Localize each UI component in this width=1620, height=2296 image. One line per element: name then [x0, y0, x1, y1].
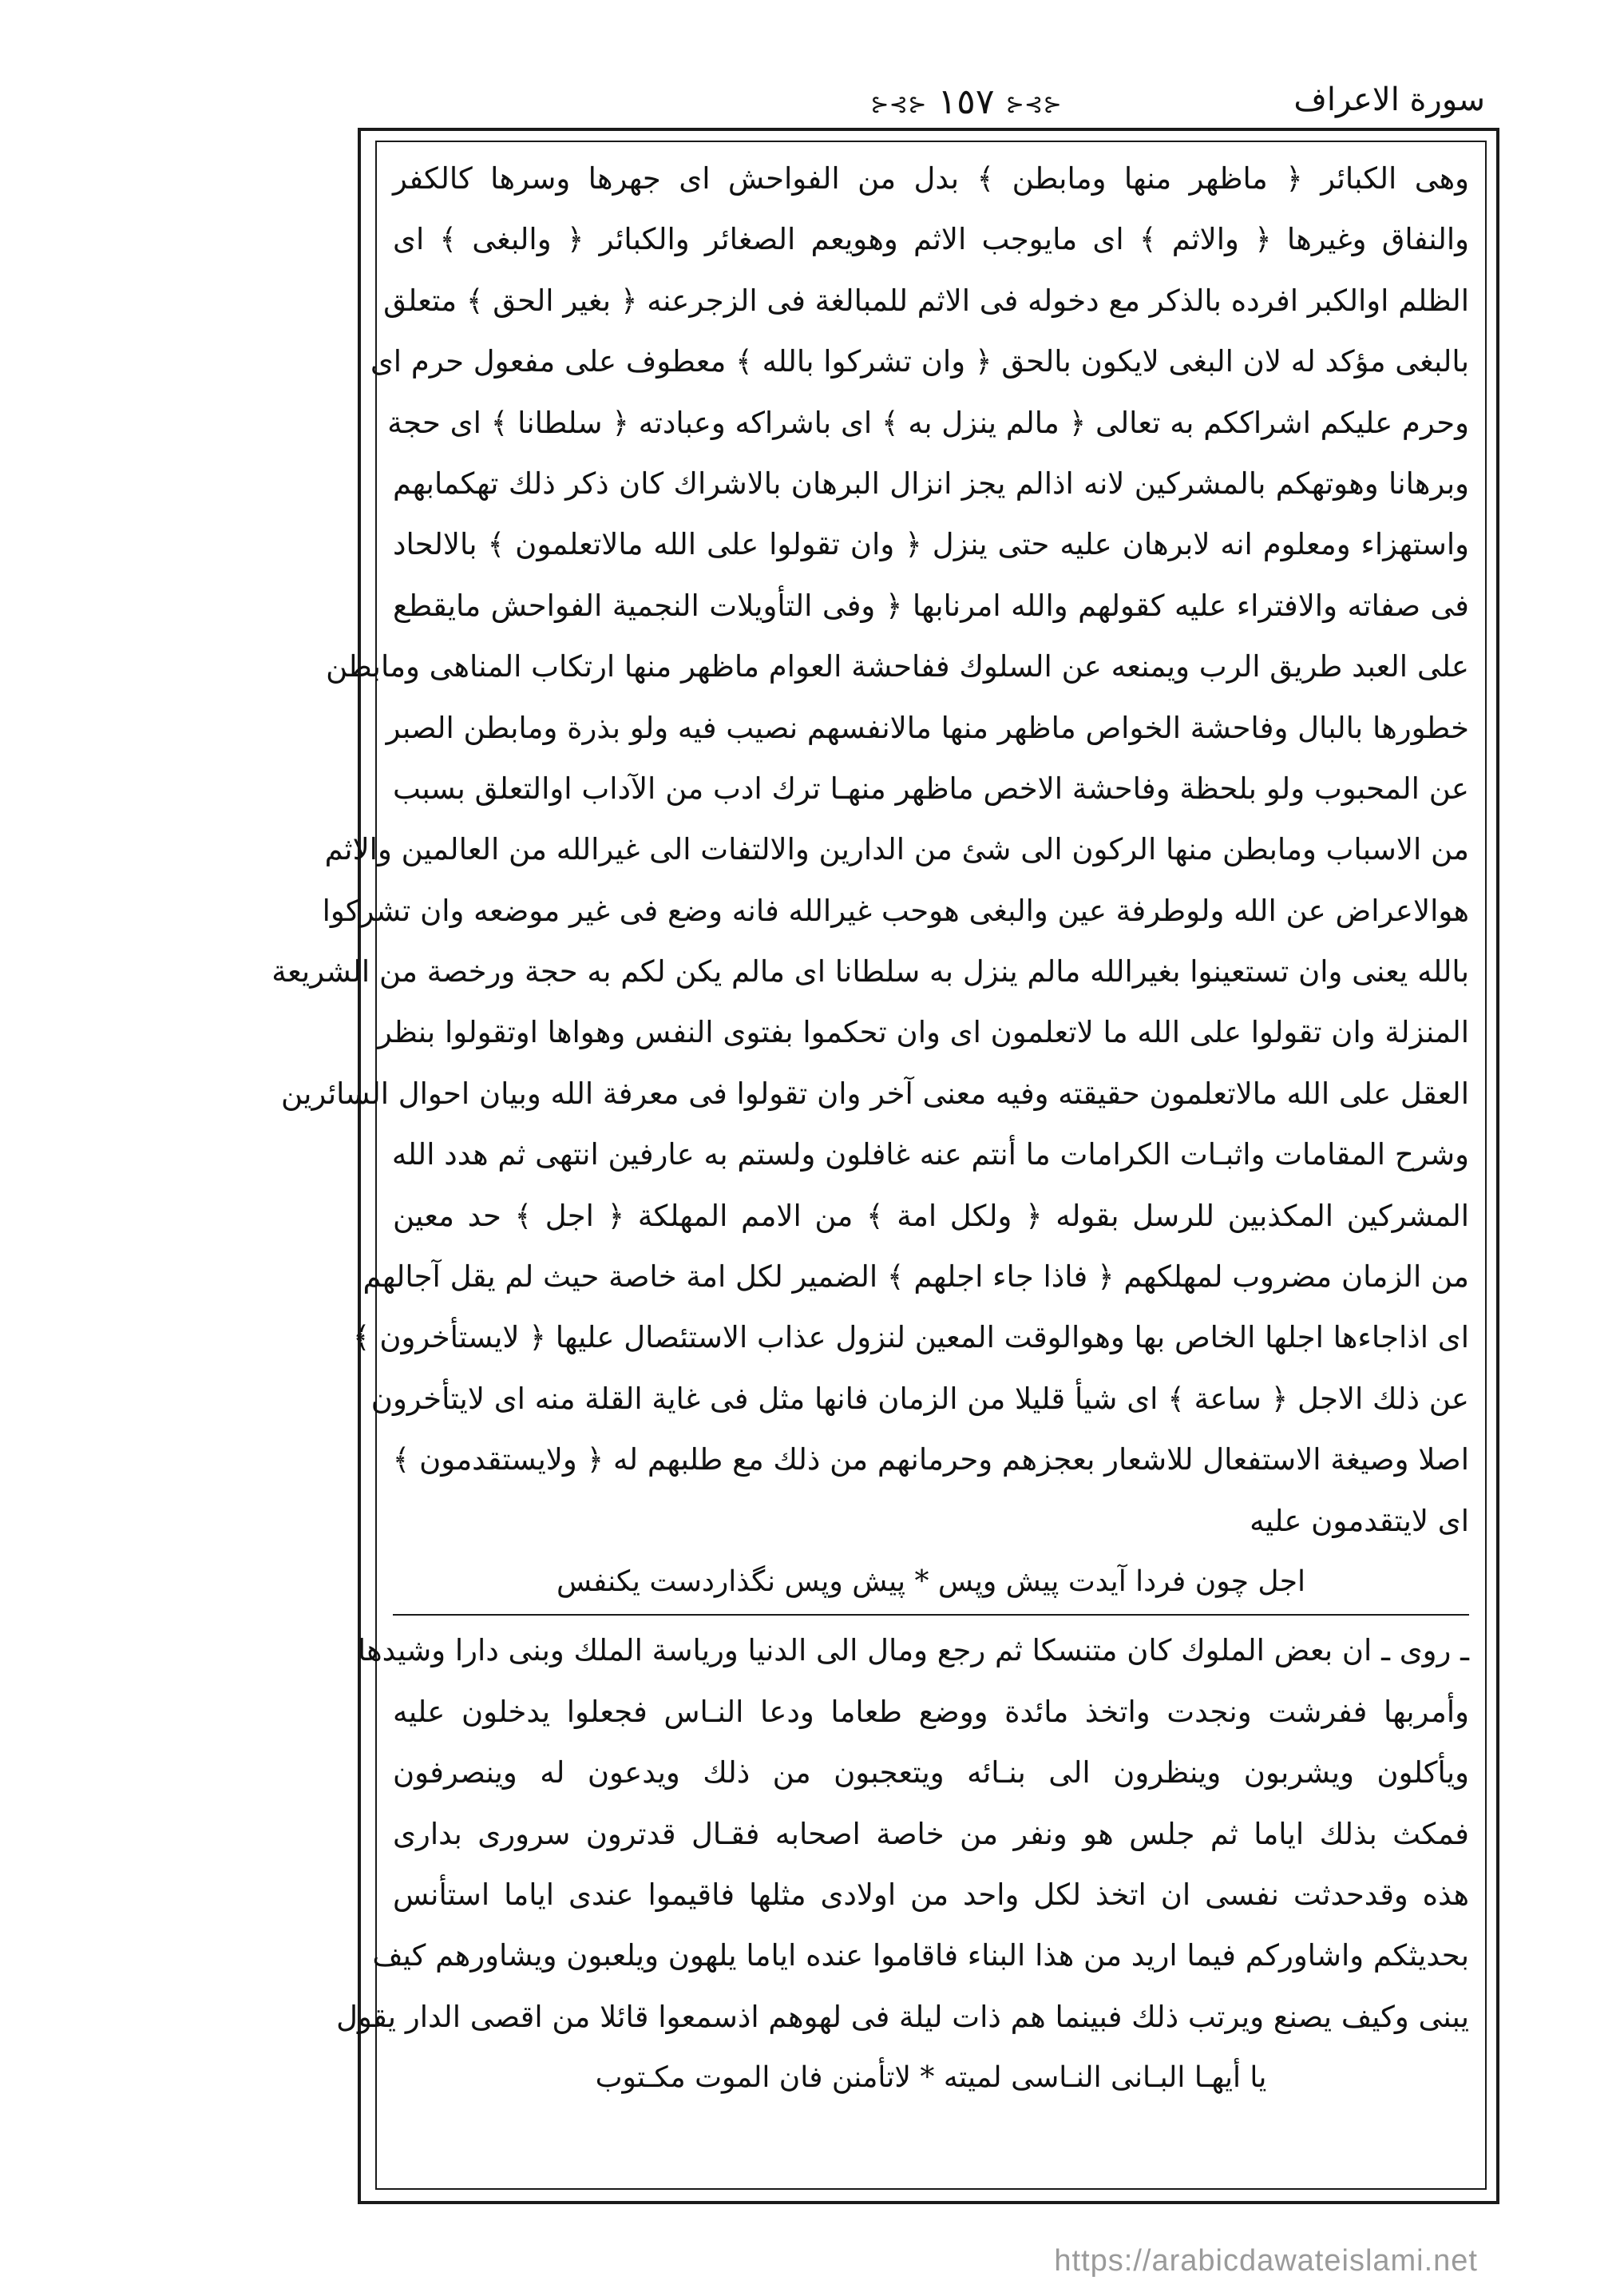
text-line: عن ذلك الاجل ﴿ ساعة ﴾ اى شيأ قليلا من الزمان فانها مثل فى غاية القلة منه اى لايتأخرون: [370, 1381, 1469, 1416]
text-line: وشرح المقامات واثبـات الكرامات ما أنتم عنه غافلون ولستم به عارفين انتهى ثم هدد الله: [391, 1137, 1469, 1172]
text-line: فمكث بذلك اياما ثم جلس هو ونفر من خاصة اصحابه فقـال قدترون سروری بداری: [393, 1816, 1469, 1851]
text-line: بالبغى مؤكد له لان البغى لايكون بالحق ﴿ وان تشركوا بالله ﴾ معطوف على مفعول حرم اى: [370, 344, 1469, 379]
ornament-right-icon: ⊰⊱⊰: [1005, 91, 1062, 117]
text-line: وحرم عليكم اشراككم به تعالى ﴿ مالم ينزل به ﴾ اى باشراكه وعبادته ﴿ سلطانا ﴾ اى حجة: [387, 405, 1469, 440]
page-number-text: ١٥٧: [937, 81, 995, 122]
page-header: [351, 77, 1485, 133]
main-text: [271, 149, 1469, 2109]
ornament-left-icon: ⊰⊱⊰: [870, 91, 927, 117]
text-line: فى صفاته والافتراء عليه كقولهم والله امرنابها ﴿ وفى التأويلات النجمية الفواحش مايقطع: [393, 588, 1469, 623]
arabic-verse: يا أيهـا البـانى النـاسى لميته * لاتأمنن فان الموت مكـتوب: [595, 2061, 1267, 2095]
verse-divider: [393, 1614, 1469, 1619]
text-line: ـ روى ـ ان بعض الملوك كان متنسكا ثم رجع ومال الى الدنيا ورياسة الملك وبنى دارا وشيدها: [357, 1633, 1469, 1668]
text-line: بالله يعنى وان تستعينوا بغيرالله مالم ينزل به سلطانا اى مالم يكن لكم به حجة ورخصة من الشريعة: [271, 954, 1469, 989]
page-number: [846, 81, 1086, 122]
persian-verse: اجل چون فردا آيدت پيش وپس * پيش وپس نگذاردست يكنفس: [557, 1564, 1305, 1598]
text-line: واستهزاء ومعلوم انه لابرهان عليه حتى ينزل ﴿ وان تقولوا على الله مالاتعلمون ﴾ بالالحاد: [393, 527, 1469, 562]
watermark-url: https://arabicdawateislami.net: [1054, 2244, 1478, 2278]
text-line: خطورها بالبال وفاحشة الخواص ماظهر منها مالانفسهم نصيب فيه ولو بذرة ومابطن الصبر: [386, 710, 1469, 745]
text-line: وأمربها ففرشت ونجدت واتخذ مائدة ووضع طعاما ودعا النـاس فجعلوا يدخلون عليه: [393, 1694, 1469, 1729]
text-line: العقل على الله مالاتعلمون حقيقته وفيه معنى آخر وان تقولوا فى معرفة الله وبيان احوال السائرين: [280, 1076, 1469, 1111]
surah-title: سورة الاعراف: [1293, 81, 1485, 118]
text-line: على العبد طريق الرب ويمنعه عن السلوك ففاحشة العوام ماظهر منها ارتكاب المناهى ومابطن: [326, 649, 1469, 684]
text-line: اى لايتقدمون عليه: [1250, 1503, 1469, 1538]
text-line: المنزلة وان تقولوا على الله ما لاتعلمون اى وان تحكموا بفتوى النفس وهواها اوتقولوا بنظر: [377, 1015, 1469, 1050]
text-line: اصلا وصيغة الاستفعال للاشعار بعجزهم وحرمانهم من ذلك مع طلبهم له ﴿ ولايستقدمون ﴾: [392, 1442, 1469, 1477]
text-line: الظلم اوالكبر افرده بالذكر مع دخوله فى الاثم للمبالغة فى الزجرعنه ﴿ بغير الحق ﴾ متعلق: [383, 283, 1469, 318]
text-line: ويأكلون ويشربون وينظرون الى بنـائه ويتعجبون من ذلك ويدعون له وينصرفون: [393, 1755, 1469, 1790]
text-line: وبرهانا وهوتهكم بالمشركين لانه اذالم يجز انزال البرهان بالاشراك كان ذكر ذلك تهكمابهم: [393, 466, 1469, 501]
text-line: هذه وقدحدثت نفسى ان اتخذ لكل واحد من اولادى مثلها فاقيموا عندى اياما استأنس: [393, 1877, 1469, 1912]
text-line: من الاسباب ومابطن منها الركون الى شئ من الدارين والالتفات الى غيرالله من العالمين والاثم: [324, 832, 1469, 867]
text-line: والنفاق وغيرها ﴿ والاثم ﴾ اى مايوجب الاثم وهويعم الصغائر والكبائر ﴿ والبغى ﴾ اى: [393, 222, 1469, 257]
text-line: اى اذاجاءها اجلها الخاص بها وهوالوقت المعين لنزول عذاب الاستئصال عليها ﴿ لايستأخرون ﴾: [352, 1320, 1469, 1355]
text-line: وهى الكبائر ﴿ ماظهر منها ومابطن ﴾ بدل من الفواحش اى جهرها وسرها كالكفر: [393, 161, 1469, 196]
text-line: عن المحبوب ولو بلحظة وفاحشة الاخص ماظهر منهـا ترك ادب من الآداب اوالتعلق بسبب: [393, 771, 1469, 806]
text-line: المشركين المكذبين للرسل بقوله ﴿ ولكل امة ﴾ من الامم المهلكة ﴿ اجل ﴾ حد معين: [393, 1198, 1469, 1233]
text-line: هوالاعراض عن الله ولوطرفة عين والبغى هوحب غيرالله فانه وضع فى غير موضعه وان تشركوا: [322, 893, 1469, 928]
text-line: يبنى وكيف يصنع ويرتب ذلك فبينما هم ذات ليلة فى لهوهم اذسمعوا قائلا من اقصى الدار يقول: [336, 1999, 1469, 2034]
text-line: بحديثكم واشاوركم فيما اريد من هذا البناء فاقاموا عنده اياما يلهون ويلعبون ويشاورهم كيف: [372, 1938, 1469, 1973]
text-line: من الزمان مضروب لمهلكهم ﴿ فاذا جاء اجلهم ﴾ الضمير لكل امة خاصة حيث لم يقل آجالهم: [362, 1259, 1469, 1295]
